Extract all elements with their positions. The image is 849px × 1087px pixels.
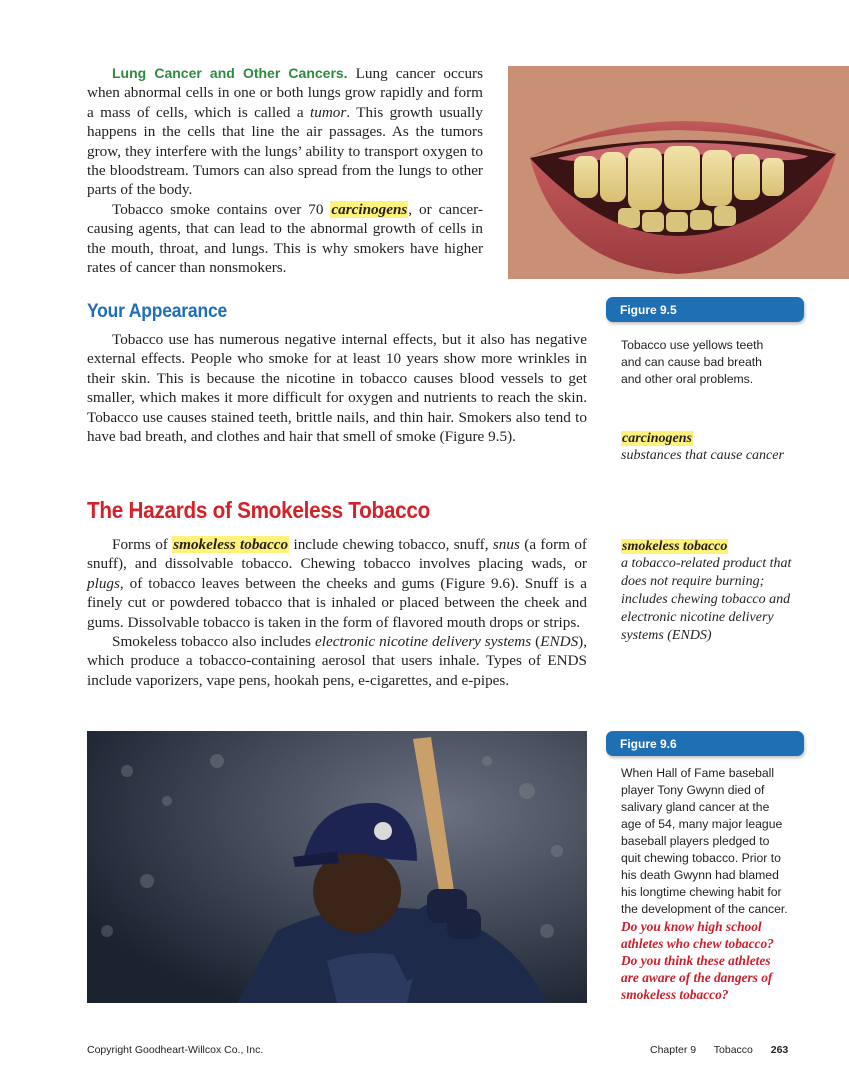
figure-9-6-question: Do you know high school athletes who chew tobacco? Do you think these athletes are aware of the dangers of smokeless tobacco? <box>621 919 774 1002</box>
your-appearance-paragraph: Tobacco use has numerous negative internal effects, but it also has negative external effects. People who smoke for at least 10 years show more wrinkles in their skin. This is because the nicotine in tobacco causes blood vessels to get smaller, which makes it more difficult for oxygen and nutrients to reach the skin. Tobacco use causes stained teeth, brittle nails, and thin hair. Smokers also tend to have bad breath, and clothes and hair that smell of smoke (Figure 9.5). <box>87 331 587 446</box>
glossary-term: smokeless tobacco <box>622 539 728 554</box>
figure-9-5-label: Figure 9.5 <box>620 303 677 317</box>
figure-9-6-caption: When Hall of Fame baseball player Tony Gwynn died of salivary gland cancer at the age of 54, many major league baseball players pledged to quit chewing tobacco. Prior to his death Gwynn had blamed his longtime chewing habit for the development of the cancer. <box>621 766 788 916</box>
your-appearance-heading: Your Appearance <box>87 301 228 322</box>
glossary-definition: a tobacco-related product that does not require burning; includes chewing tobacco and electronic nicotine delivery systems (ENDS) <box>621 556 792 643</box>
carcinogens-highlight-term[interactable]: carcinogens <box>331 200 408 218</box>
smokeless-tobacco-section <box>87 535 587 690</box>
glossary-entry-smokeless-tobacco <box>621 537 801 645</box>
lung-cancer-section <box>87 64 483 277</box>
page-footer-right <box>650 1044 789 1056</box>
lung-cancer-heading: Lung Cancer and Other Cancers. <box>112 65 348 81</box>
figure-9-6-tab <box>606 731 804 756</box>
footer-chapter: Chapter 9 <box>650 1044 697 1056</box>
footer-chapter-title: Tobacco <box>713 1044 753 1056</box>
figure-9-5-tab <box>606 297 804 322</box>
baseball-player-photo <box>87 731 587 1003</box>
ends-term: electronic nicotine delivery systems <box>315 633 532 651</box>
figure-9-6-label: Figure 9.6 <box>620 737 677 751</box>
copyright-footer: Copyright Goodheart-Willcox Co., Inc. <box>87 1044 264 1056</box>
teeth-photo <box>508 66 849 279</box>
figure-9-6-caption-block <box>621 765 791 1003</box>
lung-cancer-paragraph: Lung Cancer and Other Cancers. Lung cancer occurs when abnormal cells in one or both lungs grow rapidly and form a mass of cells, which is called a tumor. This growth usually happens in the cells that line the air passages. As the tumors grow, they interfere with the lungs’ ability to transport oxygen to the bloodstream. Tumors can also spread from the lungs to other parts of the body. <box>87 65 484 199</box>
smokeless-forms-paragraph: Forms of smokeless tobacco include chewing tobacco, snuff, snus (a form of snuff), and dissolvable tobacco. Chewing tobacco involves placing wads, or plugs, of tobacco leaves between the cheeks and gums (Figure 9.6). Snuff is a finely cut or powdered tobacco that is inhaled or placed between the cheek and gums. Dissolvable tobacco is taken in the form of flavored mouth drops or strips. <box>87 536 587 631</box>
page-number: 263 <box>770 1044 789 1056</box>
baseball-player-illustration <box>87 731 587 1003</box>
ends-abbreviation: ENDS <box>540 633 579 651</box>
glossary-term: carcinogens <box>622 431 692 446</box>
smokeless-tobacco-highlight-term[interactable]: smokeless tobacco <box>173 536 289 553</box>
ends-paragraph: Smokeless tobacco also includes electronic nicotine delivery systems (ENDS), which produce a tobacco-containing aerosol that users inhale. Types of ENDS include vaporizers, vape pens, hookah pens, e-cigarettes, and e-pipes. <box>87 633 588 689</box>
smokeless-tobacco-heading: The Hazards of Smokeless Tobacco <box>87 497 430 523</box>
glossary-entry-carcinogens <box>621 429 801 465</box>
teeth-illustration <box>508 66 849 279</box>
tumor-term: tumor <box>310 103 347 121</box>
snus-term: snus <box>492 536 520 553</box>
carcinogens-paragraph: Tobacco smoke contains over 70 carcinogens, or cancer-causing agents, that can lead to the abnormal growth of cells in the mouth, throat, and lungs. This is why smokers have higher rates of cancer than nonsmokers. <box>87 200 483 277</box>
glossary-definition: substances that cause cancer <box>621 448 784 463</box>
plugs-term: plugs <box>87 574 120 592</box>
figure-9-5-caption: Tobacco use yellows teeth and can cause bad breath and other oral problems. <box>621 338 764 386</box>
